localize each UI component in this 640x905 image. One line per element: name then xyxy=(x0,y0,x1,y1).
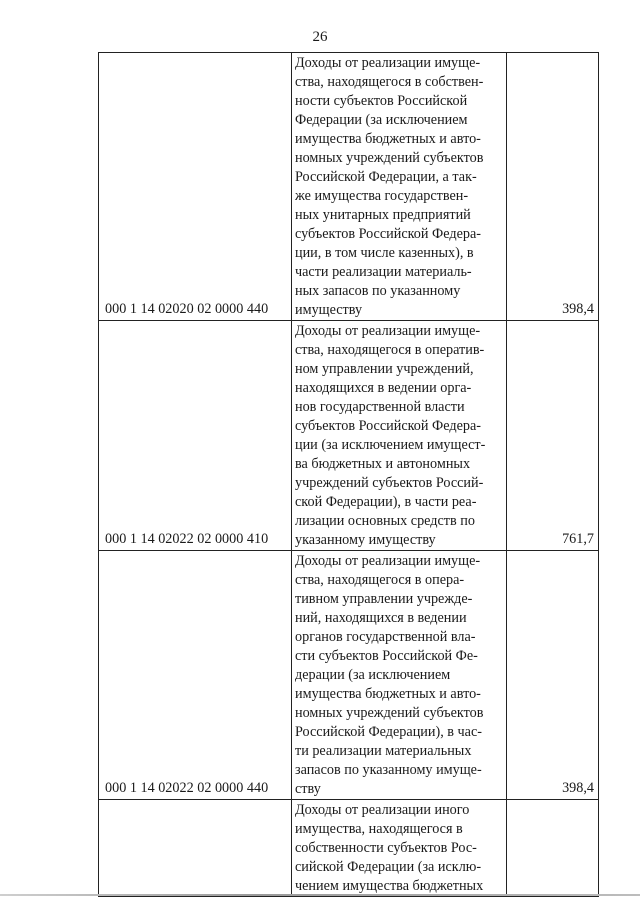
description-line: номных учреждений субъектов xyxy=(295,150,484,166)
description-line: ства, находящегося в собствен- xyxy=(295,74,484,90)
description-line: ном управлении учреждений, xyxy=(295,361,474,377)
description-line: запасов по указанному имуще- xyxy=(295,762,482,778)
description-line: субъектов Российской Федера- xyxy=(295,226,481,242)
description-line: Федерации (за исключением xyxy=(295,112,468,128)
description-line: лизации основных средств по xyxy=(295,513,475,529)
description-line: ции, в том числе казенных), в xyxy=(295,245,474,261)
description-line: ской Федерации), в части реа- xyxy=(295,494,477,510)
description-line: имущества бюджетных и авто- xyxy=(295,686,481,702)
description-line: имущества бюджетных и авто- xyxy=(295,131,481,147)
description-line: субъектов Российской Федера- xyxy=(295,418,481,434)
description-line: номных учреждений субъектов xyxy=(295,705,484,721)
description-line: ства, находящегося в опера- xyxy=(295,572,465,588)
budget-classification-code: 000 1 14 02020 02 0000 440 xyxy=(99,53,292,321)
description-line: имущества, находящегося в xyxy=(295,821,463,837)
description-line: ции (за исключением имущест- xyxy=(295,437,486,453)
description-line: нов государственной власти xyxy=(295,399,465,415)
description-line: же имущества государствен- xyxy=(295,188,469,204)
amount-value: 398,4 xyxy=(507,551,599,800)
description-line: Доходы от реализации иного xyxy=(295,802,470,818)
description-line: тивном управлении учрежде- xyxy=(295,591,473,607)
description-line: ных запасов по указанному xyxy=(295,283,461,299)
description-line: собственности субъектов Рос- xyxy=(295,840,477,856)
description-line: Доходы от реализации имуще- xyxy=(295,55,481,71)
revenue-description xyxy=(292,53,507,321)
table-row xyxy=(99,53,599,321)
description-line: указанному имуществу xyxy=(295,532,436,548)
revenue-table xyxy=(98,52,599,897)
amount-value xyxy=(507,800,599,897)
budget-classification-code xyxy=(99,800,292,897)
description-line: ва бюджетных и автономных xyxy=(295,456,471,472)
description-line: Доходы от реализации имуще- xyxy=(295,553,481,569)
description-line: ству xyxy=(295,781,321,797)
amount-value: 398,4 xyxy=(507,53,599,321)
budget-classification-code: 000 1 14 02022 02 0000 440 xyxy=(99,551,292,800)
description-line: Российской Федерации, а так- xyxy=(295,169,477,185)
description-line: ных унитарных предприятий xyxy=(295,207,471,223)
revenue-description xyxy=(292,800,507,897)
description-line: чением имущества бюджетных xyxy=(295,878,484,894)
revenue-description xyxy=(292,321,507,551)
description-line: Доходы от реализации имуще- xyxy=(295,323,481,339)
description-line: ности субъектов Российской xyxy=(295,93,468,109)
amount-value: 761,7 xyxy=(507,321,599,551)
description-line: имуществу xyxy=(295,302,363,318)
table-row xyxy=(99,551,599,800)
description-line: Российской Федерации), в час- xyxy=(295,724,482,740)
description-line: сти субъектов Российской Фе- xyxy=(295,648,478,664)
description-line: ний, находящихся в ведении xyxy=(295,610,467,626)
description-line: ства, находящегося в оператив- xyxy=(295,342,485,358)
budget-classification-code: 000 1 14 02022 02 0000 410 xyxy=(99,321,292,551)
description-line: части реализации материаль- xyxy=(295,264,472,280)
description-line: дерации (за исключением xyxy=(295,667,451,683)
description-line: учреждений субъектов Россий- xyxy=(295,475,484,491)
description-line: органов государственной вла- xyxy=(295,629,476,645)
scan-edge-divider xyxy=(0,894,640,896)
description-line: сийской Федерации (за исклю- xyxy=(295,859,482,875)
revenue-description xyxy=(292,551,507,800)
table-row xyxy=(99,321,599,551)
page-number: 26 xyxy=(312,29,328,45)
description-line: ти реализации материальных xyxy=(295,743,472,759)
table-row xyxy=(99,800,599,897)
description-line: находящихся в ведении орга- xyxy=(295,380,472,396)
